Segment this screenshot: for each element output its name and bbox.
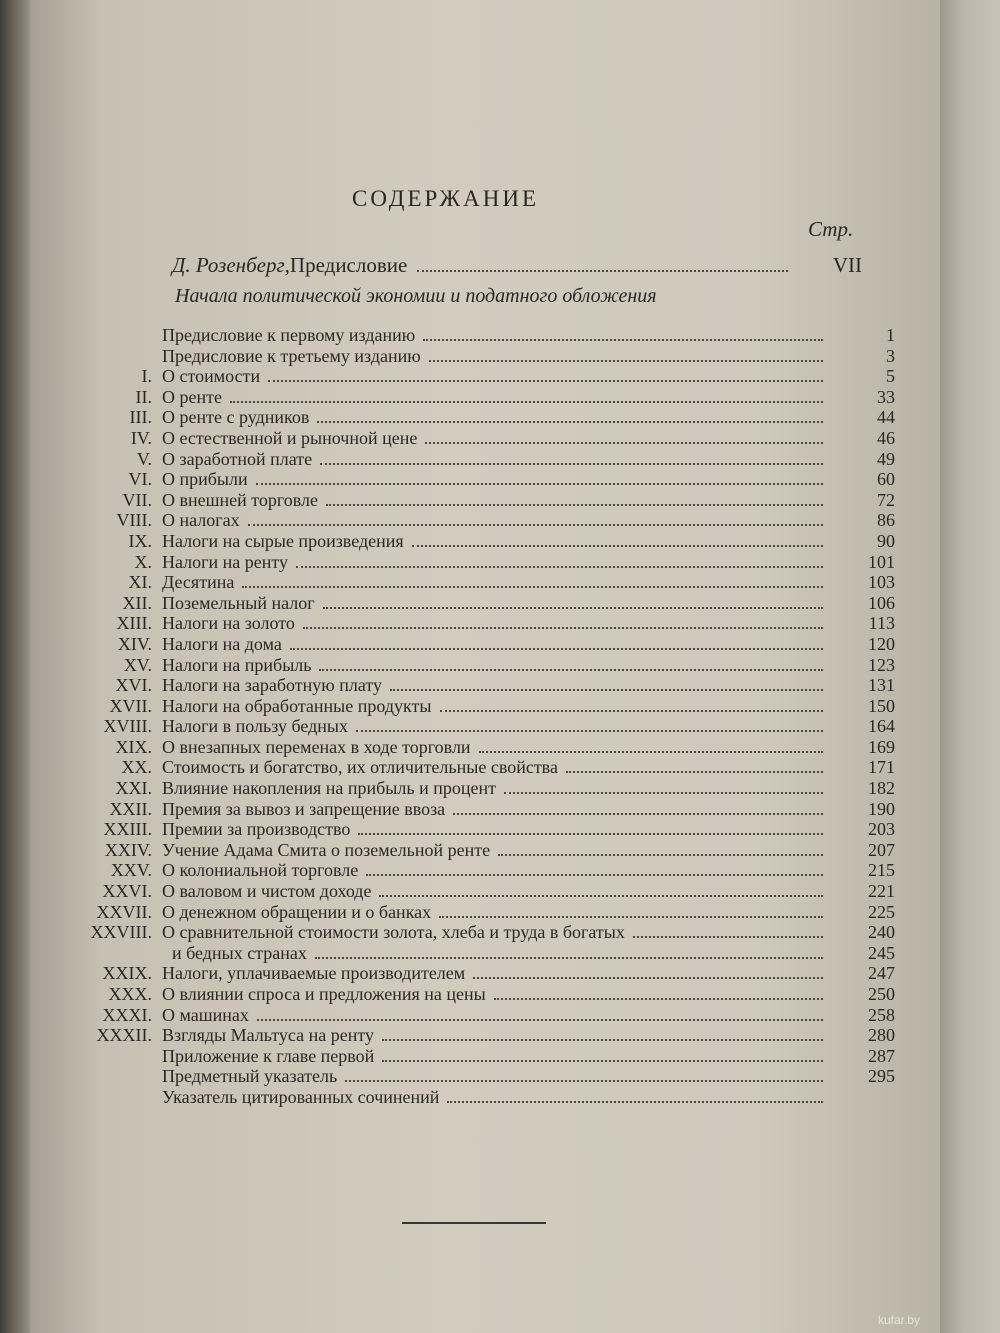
dot-leader bbox=[356, 730, 823, 732]
chapter-number: XVIII. bbox=[103, 716, 152, 737]
watermark: kufar.by bbox=[878, 1313, 921, 1327]
toc-entry bbox=[60, 346, 895, 367]
chapter-number: XXIV. bbox=[104, 839, 152, 860]
entry-page: 280 bbox=[868, 1025, 895, 1046]
chapter-number: XXII. bbox=[109, 798, 152, 819]
entry-title: О внезапных переменах в ходе торговли bbox=[162, 736, 471, 757]
toc-entry bbox=[60, 943, 895, 964]
entry-title: О внешней торговле bbox=[162, 489, 319, 510]
dot-leader bbox=[382, 1060, 823, 1062]
entry-page: 250 bbox=[868, 984, 895, 1004]
chapter-number: II. bbox=[135, 386, 152, 407]
chapter-number: X. bbox=[134, 551, 152, 572]
entry-title: Предисловие к первому изданию bbox=[162, 325, 416, 345]
toc-entry bbox=[60, 984, 895, 1005]
dot-leader bbox=[358, 833, 823, 835]
toc-entry bbox=[60, 325, 895, 346]
entry-title: Влияние накопления на прибыль и процент bbox=[162, 778, 496, 799]
entry-page: 60 bbox=[877, 469, 895, 490]
entry-title: Налоги на обработанные продукты bbox=[162, 695, 432, 716]
book-subtitle: Начала политической экономии и податного обложения bbox=[175, 285, 657, 307]
entry-title: Налоги на золото bbox=[162, 613, 295, 634]
chapter-number: XIII. bbox=[116, 613, 152, 634]
entry-page: 72 bbox=[877, 489, 895, 510]
entry-page: 90 bbox=[877, 530, 895, 551]
entry-title: Взгляды Мальтуса на ренту bbox=[162, 1025, 374, 1046]
preface-page: VII bbox=[832, 253, 862, 277]
dot-leader bbox=[256, 483, 823, 485]
dot-leader bbox=[417, 270, 788, 272]
entry-page: 287 bbox=[868, 1045, 895, 1066]
entry-page: 44 bbox=[877, 407, 895, 428]
toc-entry bbox=[60, 469, 895, 490]
entry-page: 131 bbox=[868, 675, 895, 696]
chapter-number: XIX. bbox=[115, 736, 152, 757]
entry-page: 103 bbox=[868, 572, 895, 593]
dot-leader bbox=[473, 977, 823, 979]
dot-leader bbox=[315, 957, 823, 959]
dot-leader bbox=[242, 586, 823, 588]
entry-title: Налоги на сырые произведения bbox=[162, 530, 404, 551]
entry-page: 113 bbox=[868, 613, 895, 634]
chapter-number: III. bbox=[129, 407, 152, 428]
chapter-number: VI. bbox=[128, 469, 152, 490]
dot-leader bbox=[323, 607, 823, 609]
entry-title: О сравнительной стоимости золота, хлеба и труда в богатых bbox=[162, 922, 625, 943]
entry-page: 171 bbox=[868, 757, 895, 778]
toc-entry bbox=[60, 449, 895, 470]
page-edge bbox=[940, 0, 1000, 1333]
chapter-number: I. bbox=[141, 366, 152, 387]
chapter-number: XI. bbox=[128, 572, 152, 593]
toc-entry bbox=[60, 572, 895, 593]
toc-entry bbox=[60, 902, 895, 923]
dot-leader bbox=[566, 771, 823, 773]
toc-entry bbox=[60, 1087, 895, 1108]
entry-title: О валовом и чистом доходе bbox=[162, 881, 372, 902]
entry-title: Предметный указатель bbox=[162, 1066, 338, 1087]
dot-leader bbox=[317, 421, 823, 423]
dot-leader bbox=[390, 689, 823, 691]
chapter-number: XXVIII. bbox=[90, 922, 152, 943]
chapter-number: XVI. bbox=[115, 675, 152, 696]
dot-leader bbox=[440, 710, 824, 712]
dot-leader bbox=[498, 854, 823, 856]
entry-page: 221 bbox=[868, 881, 895, 902]
chapter-number: XXVI. bbox=[102, 881, 152, 902]
toc-entry bbox=[60, 552, 895, 573]
dot-leader bbox=[296, 566, 823, 568]
chapter-number: XII. bbox=[122, 592, 152, 613]
toc-entry bbox=[60, 428, 895, 449]
entry-title: О налогах bbox=[162, 510, 240, 531]
toc-entry bbox=[60, 922, 895, 943]
toc-entry bbox=[60, 881, 895, 902]
entry-title: Налоги в пользу бедных bbox=[162, 716, 349, 737]
entry-title: Стоимость и богатство, их отличительные свойства bbox=[162, 757, 558, 778]
toc-entry bbox=[60, 860, 895, 881]
chapter-number: XXIX. bbox=[102, 963, 152, 984]
entry-title: О ренте с рудников bbox=[162, 407, 310, 428]
entry-title: О стоимости bbox=[162, 366, 261, 387]
table-of-contents bbox=[60, 325, 895, 1108]
toc-entry bbox=[60, 531, 895, 552]
chapter-number: XIV. bbox=[117, 633, 152, 654]
entry-title: Налоги на заработную плату bbox=[162, 675, 382, 696]
entry-title: Поземельный налог bbox=[162, 592, 315, 613]
entry-page: 182 bbox=[868, 778, 895, 799]
entry-title: Предисловие к третьему изданию bbox=[162, 345, 421, 366]
toc-entry bbox=[60, 716, 895, 737]
entry-title: О колониальной торговле bbox=[162, 860, 359, 881]
chapter-number: XX. bbox=[121, 757, 152, 778]
divider-rule bbox=[402, 1222, 546, 1224]
chapter-number: XXXI. bbox=[102, 1004, 152, 1025]
dot-leader bbox=[290, 648, 823, 650]
toc-entry bbox=[60, 1046, 895, 1067]
dot-leader bbox=[382, 1039, 823, 1041]
dot-leader bbox=[379, 895, 823, 897]
entry-page: 247 bbox=[868, 963, 895, 984]
dot-leader bbox=[494, 998, 823, 1000]
toc-entry bbox=[60, 675, 895, 696]
entry-page: 150 bbox=[868, 695, 895, 716]
chapter-number: IV. bbox=[130, 427, 152, 448]
entry-page: 1 bbox=[886, 325, 895, 345]
dot-leader bbox=[230, 401, 823, 403]
entry-page: 203 bbox=[868, 819, 895, 840]
chapter-number: V. bbox=[136, 448, 152, 469]
entry-page: 164 bbox=[868, 716, 895, 737]
preface-entry bbox=[172, 253, 862, 278]
entry-page: 86 bbox=[877, 510, 895, 531]
dot-leader bbox=[453, 813, 823, 815]
toc-entry bbox=[60, 634, 895, 655]
entry-page: 225 bbox=[868, 901, 895, 922]
dot-leader bbox=[268, 380, 823, 382]
chapter-number: XXIII. bbox=[103, 819, 152, 840]
entry-page: 3 bbox=[886, 345, 895, 366]
chapter-number: XXI. bbox=[115, 778, 152, 799]
entry-title: О ренте bbox=[162, 386, 222, 407]
toc-entry bbox=[60, 737, 895, 758]
toc-entry bbox=[60, 387, 895, 408]
chapter-number: IX. bbox=[128, 530, 152, 551]
entry-title: О машинах bbox=[162, 1004, 249, 1025]
entry-title: и бедных странах bbox=[172, 942, 307, 963]
entry-page: 101 bbox=[868, 551, 895, 572]
page-column-label: Стр. bbox=[808, 217, 854, 241]
toc-entry bbox=[60, 819, 895, 840]
toc-entry bbox=[60, 1005, 895, 1026]
dot-leader bbox=[429, 360, 823, 362]
dot-leader bbox=[248, 524, 823, 526]
dot-leader bbox=[479, 751, 823, 753]
entry-title: Налоги, уплачиваемые производителем bbox=[162, 963, 466, 984]
entry-title: О заработной плате bbox=[162, 448, 313, 469]
toc-entry bbox=[60, 840, 895, 861]
toc-entry bbox=[60, 490, 895, 511]
dot-leader bbox=[320, 463, 823, 465]
entry-page: 240 bbox=[868, 922, 895, 943]
entry-title: Премия за вывоз и запрещение ввоза bbox=[162, 798, 446, 819]
entry-page: 245 bbox=[868, 942, 895, 963]
dot-leader bbox=[326, 504, 823, 506]
entry-page: 207 bbox=[868, 839, 895, 860]
chapter-number: VII. bbox=[122, 489, 152, 510]
dot-leader bbox=[412, 545, 823, 547]
entry-title: Учение Адама Смита о поземельной ренте bbox=[162, 839, 491, 860]
dot-leader bbox=[447, 1101, 823, 1103]
toc-entry bbox=[60, 510, 895, 531]
entry-title: Десятина bbox=[162, 572, 235, 593]
dot-leader bbox=[423, 339, 823, 341]
entry-page: 106 bbox=[868, 592, 895, 613]
dot-leader bbox=[345, 1080, 823, 1082]
dot-leader bbox=[257, 1019, 823, 1021]
chapter-number: XXV. bbox=[110, 860, 152, 881]
chapter-number: XXXII. bbox=[96, 1025, 152, 1046]
dot-leader bbox=[366, 874, 823, 876]
preface-author: Д. Розенберг, bbox=[172, 253, 290, 277]
dot-leader bbox=[425, 442, 823, 444]
preface-title: Предисловие bbox=[289, 253, 408, 277]
toc-entry bbox=[60, 655, 895, 676]
dot-leader bbox=[439, 916, 823, 918]
entry-title: Приложение к главе первой bbox=[162, 1045, 375, 1066]
entry-title: Премии за производство bbox=[162, 819, 351, 840]
dot-leader bbox=[633, 936, 823, 938]
contents-heading: СОДЕРЖАНИЕ bbox=[352, 186, 540, 211]
toc-entry bbox=[60, 799, 895, 820]
entry-page: 123 bbox=[868, 654, 895, 675]
toc-entry bbox=[60, 366, 895, 387]
entry-page: 295 bbox=[868, 1066, 895, 1087]
entry-title: О прибыли bbox=[162, 469, 248, 490]
chapter-number: XVII. bbox=[109, 695, 152, 716]
entry-page: 258 bbox=[868, 1004, 895, 1025]
entry-title: Налоги на дома bbox=[162, 633, 282, 654]
toc-entry bbox=[60, 407, 895, 428]
toc-entry bbox=[60, 1066, 895, 1087]
dot-leader bbox=[319, 669, 823, 671]
entry-page: 169 bbox=[868, 736, 895, 757]
entry-page: 215 bbox=[868, 860, 895, 881]
toc-entry bbox=[60, 696, 895, 717]
dot-leader bbox=[303, 627, 823, 629]
dot-leader bbox=[504, 792, 823, 794]
toc-entry bbox=[60, 757, 895, 778]
entry-page: 46 bbox=[877, 427, 895, 448]
toc-entry bbox=[60, 593, 895, 614]
chapter-number: XXX. bbox=[108, 984, 152, 1004]
entry-title: Налоги на ренту bbox=[162, 551, 289, 572]
chapter-number: XV. bbox=[123, 654, 152, 675]
toc-entry bbox=[60, 613, 895, 634]
entry-page: 49 bbox=[877, 448, 895, 469]
entry-title: Налоги на прибыль bbox=[162, 654, 312, 675]
chapter-number: XXVII. bbox=[96, 901, 152, 922]
entry-title: О влиянии спроса и предложения на цены bbox=[162, 984, 486, 1004]
entry-title: О денежном обращении и о банках bbox=[162, 901, 432, 922]
entry-page: 5 bbox=[886, 366, 895, 387]
entry-title: Указатель цитированных сочинений bbox=[162, 1086, 440, 1107]
chapter-number: VIII. bbox=[116, 510, 152, 531]
entry-title: О естественной и рыночной цене bbox=[162, 427, 418, 448]
entry-page: 33 bbox=[877, 386, 895, 407]
entry-page: 120 bbox=[868, 633, 895, 654]
toc-entry bbox=[60, 1025, 895, 1046]
toc-entry bbox=[60, 963, 895, 984]
entry-page: 190 bbox=[868, 798, 895, 819]
toc-entry bbox=[60, 778, 895, 799]
